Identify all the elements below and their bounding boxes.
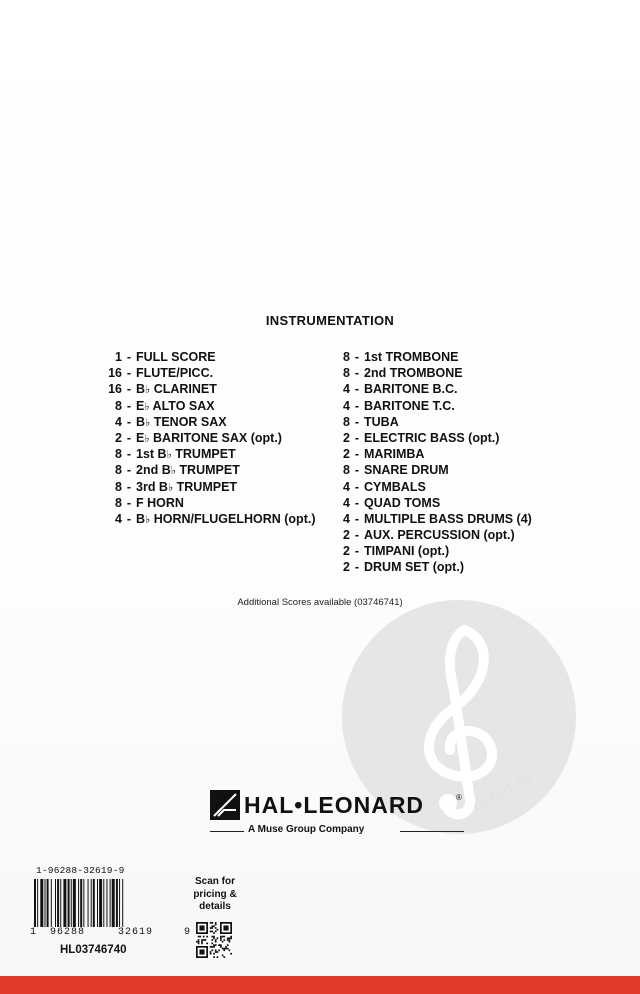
instrument-name [364,381,458,397]
flat-symbol: ♭ [145,416,151,429]
instrument-key-prefix: 3rd B [136,479,168,494]
instrument-item [340,446,532,462]
instrument-item [80,446,316,462]
instrument-item [340,365,532,381]
instrument-label: BARITONE B.C. [364,382,458,397]
flat-symbol: ♭ [144,400,150,413]
instrument-name [364,365,463,381]
quantity-dash: - [354,350,360,364]
accent-bar [0,976,640,994]
instrument-item [340,479,532,495]
quantity-dash: - [126,511,132,526]
quantity-dash: - [354,430,360,445]
instrument-name [364,446,424,462]
instrument-label: 1st TROMBONE [364,350,459,364]
logo-divider-left [210,831,244,832]
barcode-digits-group2: 32619 [118,927,154,938]
instrument-label: 2nd TROMBONE [364,366,463,381]
instrument-name [136,511,316,527]
flat-symbol: ♭ [167,481,174,494]
instrument-label: TENOR SAX [150,414,227,429]
instrument-quantity: 8 [343,350,350,364]
instrument-quantity: 4 [343,382,350,397]
instrument-quantity: 8 [343,463,350,478]
instrument-label: ALTO SAX [149,398,215,413]
instrument-label: FULL SCORE [136,350,216,364]
instrument-key-prefix: B [136,382,146,397]
instrument-name [364,511,532,527]
instrument-name [136,462,240,478]
instrument-quantity: 16 [108,366,122,381]
scan-line-3: details [199,901,231,912]
instrument-name [136,365,213,381]
instrument-item [340,381,532,397]
instrument-quantity: 16 [108,382,122,397]
quantity-dash: - [354,495,360,510]
instrument-item [80,479,316,495]
qr-code-icon[interactable] [196,922,232,958]
instrument-name [136,381,217,397]
instrument-name [364,398,455,414]
instrument-quantity: 8 [115,398,122,413]
instrument-quantity: 4 [343,495,350,510]
instrument-name [364,543,449,559]
quantity-dash: - [126,479,132,494]
instrument-item [340,543,532,559]
instrument-item [340,398,532,414]
product-code: HL03746740 [60,944,127,956]
instrument-name [364,495,440,511]
flat-symbol: ♭ [170,465,176,478]
instrument-label: TRUMPET [175,463,240,478]
quantity-dash: - [354,511,360,526]
instrument-label: CYMBALS [364,479,426,494]
instrument-label: DRUM SET (opt.) [364,560,464,575]
instrument-item [80,430,316,446]
instrument-item [80,349,316,365]
publisher-logo [210,790,470,846]
instrument-item [340,462,532,478]
flat-symbol: ♭ [145,384,151,397]
quantity-dash: - [354,463,360,478]
instrument-quantity: 8 [115,479,122,494]
flat-symbol: ♭ [145,513,151,526]
instrument-quantity: 2 [343,430,350,445]
instrument-list-right [340,349,532,576]
instrument-label: BARITONE SAX (opt.) [149,430,282,445]
instrument-item [340,430,532,446]
scan-instructions [190,876,240,914]
instrument-name [364,462,449,478]
instrument-label: CLARINET [150,382,217,397]
instrument-name [136,398,215,414]
instrument-quantity: 2 [343,544,350,559]
flat-symbol: ♭ [166,449,172,462]
instrument-quantity: 2 [115,430,122,445]
quantity-dash: - [126,366,132,381]
instrument-name [364,559,464,575]
instrument-key-prefix: B [136,511,146,526]
quantity-dash: - [354,479,360,494]
quantity-dash: - [354,544,360,559]
additional-scores-note: Additional Scores available (03746741) [237,597,403,608]
instrument-name [364,479,426,495]
instrument-name [364,430,499,446]
instrument-name [136,446,236,462]
instrument-quantity: 8 [115,463,122,478]
barcode-digits-group1: 96288 [50,927,86,938]
instrument-key-prefix: E [136,398,145,413]
quantity-dash: - [354,414,360,429]
instrument-quantity: 8 [343,366,350,381]
quantity-dash: - [354,366,360,381]
instrument-quantity: 4 [343,511,350,526]
instrument-quantity: 8 [115,495,122,510]
instrument-quantity: 8 [343,414,350,429]
quantity-dash: - [354,560,360,575]
instrument-name [136,349,216,365]
instrument-list-left [80,349,316,527]
instrument-label: HORN/FLUGELHORN (opt.) [150,511,316,526]
instrument-label: AUX. PERCUSSION (opt.) [364,528,515,543]
publisher-name: HAL•LEONARD [244,792,425,818]
instrument-label: MULTIPLE BASS DRUMS (4) [364,511,532,526]
instrument-item [340,495,532,511]
instrument-item [80,462,316,478]
quantity-dash: - [126,382,132,397]
instrument-item [80,495,316,511]
instrument-quantity: 8 [115,447,122,462]
instrument-key-prefix: B [136,414,146,429]
instrument-key-prefix: E [136,430,145,445]
instrument-quantity: 2 [343,447,350,462]
page-title: INSTRUMENTATION [265,313,395,328]
registered-mark: ® [456,793,462,802]
hal-leonard-mark-icon [210,790,240,820]
quantity-dash: - [354,447,360,462]
instrument-name [364,527,515,543]
watermark-text: noten.de [470,767,537,816]
instrument-label: TRUMPET [173,479,238,494]
instrument-label: MARIMBA [364,447,425,462]
instrument-label: TRUMPET [171,447,236,462]
quantity-dash: - [354,528,360,543]
quantity-dash: - [126,430,132,445]
instrument-label: TUBA [364,414,399,429]
instrument-item [340,414,532,430]
instrument-item [80,511,316,527]
quantity-dash: - [126,495,132,510]
instrument-name [136,414,227,430]
instrument-name [136,430,282,446]
logo-divider-right [400,831,464,832]
barcode-digit-last: 9 [184,927,191,938]
flat-symbol: ♭ [144,432,150,445]
publisher-subtitle: A Muse Group Company [248,824,365,835]
instrument-item [340,527,532,543]
instrument-key-prefix: 1st B [136,447,167,462]
quantity-dash: - [126,447,132,462]
instrument-quantity: 4 [343,398,350,413]
instrument-item [80,414,316,430]
instrument-name [136,479,237,495]
instrument-quantity: 4 [343,479,350,494]
instrument-quantity: 4 [115,414,122,429]
instrument-quantity: 1 [115,350,122,364]
scan-line-2: pricing & [193,888,237,900]
instrument-item [340,559,532,575]
barcode-digit-first: 1 [30,927,37,938]
instrument-label: FLUTE/PICC. [136,366,214,381]
quantity-dash: - [126,398,132,413]
instrument-item [340,511,532,527]
instrument-item [80,365,316,381]
instrument-item [80,398,316,414]
quantity-dash: - [126,463,132,478]
quantity-dash: - [354,382,360,397]
quantity-dash: - [126,350,132,364]
instrument-label: SNARE DRUM [364,463,449,478]
instrument-name [136,495,184,511]
instrument-label: TIMPANI (opt.) [364,544,450,559]
instrument-label: F HORN [136,495,184,510]
instrument-label: BARITONE T.C. [364,398,455,413]
quantity-dash: - [354,398,360,413]
instrument-item [80,381,316,397]
instrument-key-prefix: 2nd B [136,463,171,478]
instrument-label: QUAD TOMS [364,495,441,510]
instrument-name [364,349,458,365]
instrument-quantity: 2 [343,560,350,575]
isbn-number: 1-96288-32619-9 [36,865,125,876]
quantity-dash: - [126,414,132,429]
instrument-item [340,349,532,365]
instrument-quantity: 4 [115,511,122,526]
instrument-label: ELECTRIC BASS (opt.) [364,430,500,445]
barcode-icon [34,879,186,927]
scan-line-1: Scan for [194,876,235,887]
instrument-quantity: 2 [343,528,350,543]
instrument-name [364,414,399,430]
